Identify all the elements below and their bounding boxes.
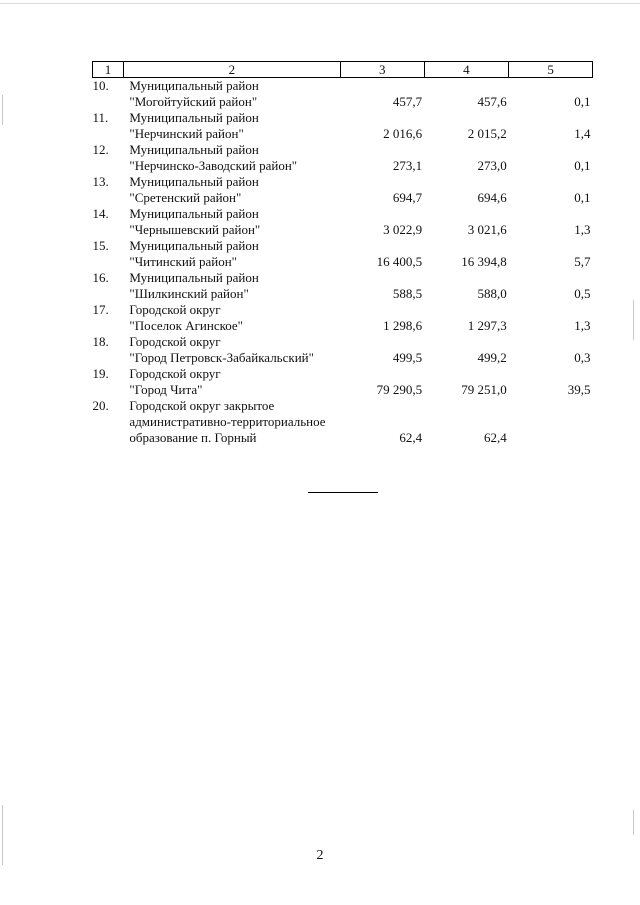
entity-name	[123, 142, 340, 174]
table-body	[93, 62, 593, 447]
row-number: 17.	[92, 302, 109, 317]
value-cell-c5: 0,1	[574, 94, 591, 109]
entity-name-line: "Читинский район"	[129, 254, 237, 269]
entity-name	[123, 366, 340, 398]
entity-name-line: "Поселок Агинское"	[129, 318, 243, 333]
value-cell-c4: 694,6	[477, 190, 507, 205]
scan-artifact-right	[633, 300, 634, 340]
entity-name-line: Городской округ	[129, 366, 221, 381]
entity-name-line: Муниципальный район	[129, 110, 259, 125]
entity-name	[123, 78, 340, 111]
column-header: 2	[123, 62, 340, 78]
table-row	[93, 110, 593, 142]
value-cell-c4: 588,0	[477, 286, 507, 301]
value-cell-c3: 62,4	[399, 430, 423, 445]
value-cell-c5: 0,1	[574, 158, 591, 173]
column-header: 1	[93, 62, 124, 78]
row-number: 19.	[92, 366, 109, 381]
value-cell-c3: 3 022,9	[383, 222, 423, 237]
table-row	[93, 174, 593, 206]
table-row	[93, 238, 593, 270]
entity-name-line: "Сретенский район"	[129, 190, 242, 205]
value-cell-c4: 79 251,0	[461, 382, 507, 397]
entity-name-line: "Нерчинский район"	[129, 126, 244, 141]
row-number: 16.	[92, 270, 109, 285]
entity-name-line: "Нерчинско-Заводский район"	[129, 158, 298, 173]
entity-name-line: образование п. Горный	[129, 430, 257, 445]
entity-name-line: Муниципальный район	[129, 206, 259, 221]
table-row	[93, 270, 593, 302]
entity-name-line: Городской округ	[129, 302, 221, 317]
entity-name-line: Муниципальный район	[129, 142, 259, 157]
row-number: 15.	[92, 238, 109, 253]
value-cell-c5: 0,1	[574, 190, 591, 205]
entity-name-line: Муниципальный район	[129, 238, 259, 253]
value-cell-c4: 1 297,3	[467, 318, 507, 333]
entity-name	[123, 238, 340, 270]
value-cell-c4: 62,4	[484, 430, 507, 445]
row-number: 10.	[92, 78, 109, 93]
value-cell-c5: 1,4	[574, 126, 591, 141]
value-cell-c3: 457,7	[392, 94, 423, 109]
table-row	[93, 142, 593, 174]
value-cell-c5: 0,3	[574, 350, 591, 365]
entity-name	[123, 270, 340, 302]
value-cell-c3: 499,5	[392, 350, 423, 365]
value-cell-c5: 1,3	[574, 222, 591, 237]
entity-name-line: "Чернышевский район"	[129, 222, 261, 237]
row-number: 13.	[92, 174, 109, 189]
value-cell-c4: 457,6	[477, 94, 507, 109]
entity-name-line: "Шилкинский район"	[129, 286, 249, 301]
entity-name	[123, 334, 340, 366]
value-cell-c3: 16 400,5	[376, 254, 423, 269]
value-cell-c4: 273,0	[477, 158, 507, 173]
row-number: 11.	[92, 110, 109, 125]
row-number: 18.	[92, 334, 109, 349]
table-row	[93, 398, 593, 446]
value-cell-c5: 1,3	[574, 318, 591, 333]
entity-name-line: Муниципальный район	[129, 174, 259, 189]
value-cell-c5: 0,5	[574, 286, 591, 301]
entity-name-line: административно-территориальное	[129, 414, 326, 429]
entity-name-line: "Могойтуйский район"	[129, 94, 258, 109]
scan-artifact-left	[2, 95, 3, 125]
value-cell-c3: 79 290,5	[376, 382, 423, 397]
entity-name-line: Муниципальный район	[129, 78, 259, 93]
entity-name	[123, 206, 340, 238]
value-cell-c5: 5,7	[574, 254, 591, 269]
end-of-table-rule	[308, 492, 378, 493]
row-number: 12.	[92, 142, 109, 157]
entity-name	[123, 302, 340, 334]
data-table	[92, 61, 593, 446]
value-cell-c5	[509, 398, 593, 446]
value-cell-c3: 588,5	[392, 286, 423, 301]
entity-name-line: "Город Петровск-Забайкальский"	[129, 350, 314, 365]
scan-artifact-right	[633, 810, 634, 835]
value-cell-c3: 2 016,6	[383, 126, 423, 141]
entity-name	[123, 110, 340, 142]
entity-name	[123, 174, 340, 206]
column-header: 4	[424, 62, 509, 78]
table-row	[93, 334, 593, 366]
table-row	[93, 302, 593, 334]
value-cell-c4: 499,2	[477, 350, 507, 365]
column-header: 3	[340, 62, 424, 78]
table-row	[93, 206, 593, 238]
scan-artifact-top	[0, 3, 640, 4]
table-row	[93, 366, 593, 398]
entity-name	[123, 398, 340, 446]
value-cell-c4: 16 394,8	[461, 254, 507, 269]
entity-name-line: Муниципальный район	[129, 270, 259, 285]
table-header-row	[93, 62, 593, 78]
page-number: 2	[316, 848, 324, 863]
value-cell-c3: 273,1	[392, 158, 423, 173]
entity-name-line: Городской округ	[129, 334, 221, 349]
value-cell-c4: 3 021,6	[467, 222, 507, 237]
row-number: 14.	[92, 206, 109, 221]
value-cell-c5: 39,5	[567, 382, 591, 397]
row-number: 20.	[92, 398, 109, 413]
entity-name-line: Городской округ закрытое	[129, 398, 275, 413]
table-row	[93, 78, 593, 111]
value-cell-c3: 1 298,6	[383, 318, 423, 333]
value-cell-c3: 694,7	[392, 190, 423, 205]
entity-name-line: "Город Чита"	[129, 382, 203, 397]
column-header: 5	[509, 62, 593, 78]
value-cell-c4: 2 015,2	[467, 126, 507, 141]
